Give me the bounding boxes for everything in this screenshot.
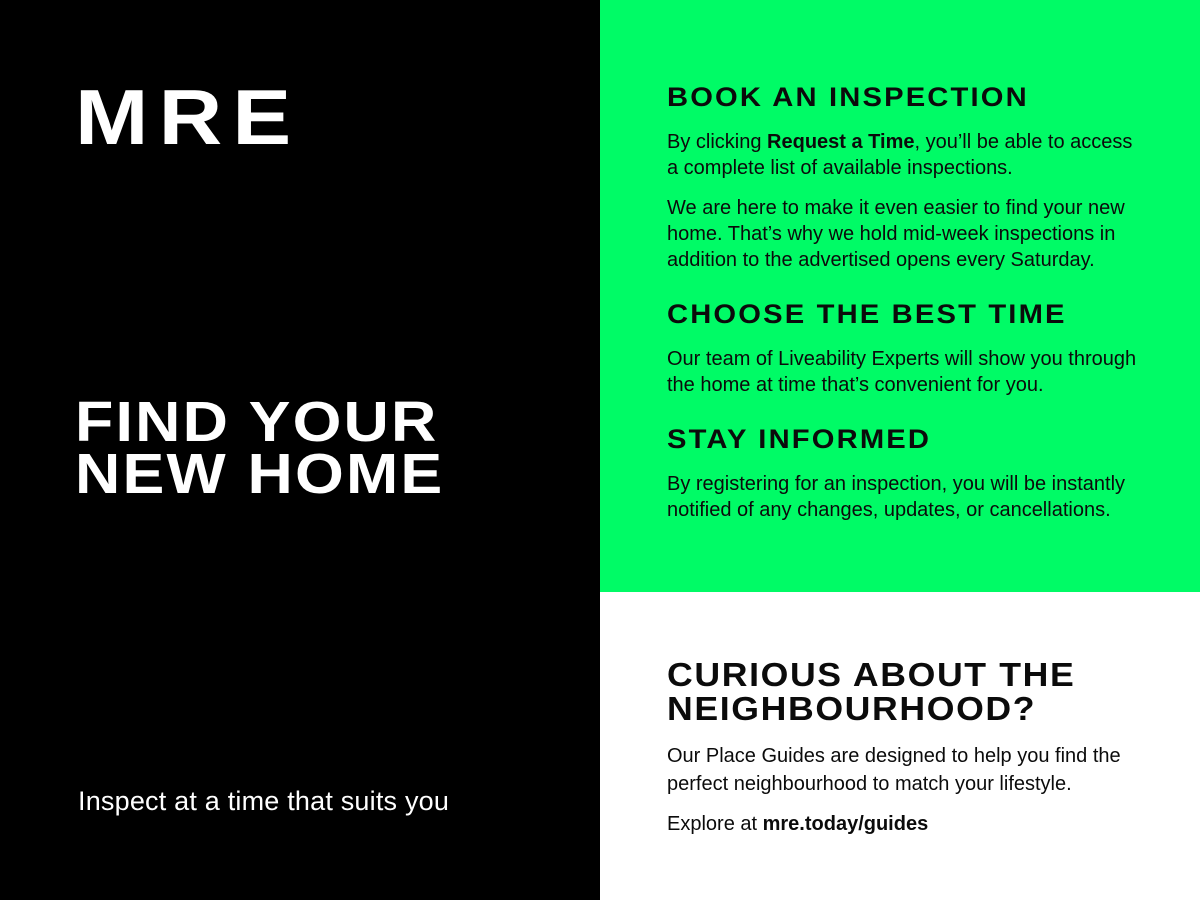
headline-line-2: NEW HOME — [75, 442, 445, 506]
neighbourhood-panel — [600, 592, 1200, 900]
headline-line-1: FIND YOUR — [75, 390, 439, 454]
inspection-info-panel — [600, 0, 1200, 592]
content-column — [600, 0, 1200, 900]
tagline: Inspect at a time that suits you — [78, 786, 450, 816]
request-a-time-emphasis: Request a Time — [767, 131, 915, 153]
section-heading-book-an-inspection: BOOK AN INSPECTION — [667, 82, 1029, 112]
section-paragraph: We are here to make it even easier to find your new home. That’s why we hold mid-week inspections in addition to the advertised opens every Saturday. — [667, 197, 1125, 271]
paragraph-text: By clicking — [667, 131, 768, 153]
section-stay-informed — [667, 424, 1140, 523]
section-paragraph: By registering for an inspection, you will be instantly notified of any changes, updates, or cancellations. — [667, 473, 1126, 521]
paragraph-text: , you’ll be able to access a complete list of available inspections. — [667, 131, 1133, 179]
section-paragraph — [667, 129, 1140, 181]
explore-text: Explore at — [667, 813, 763, 835]
headline — [75, 390, 445, 506]
section-paragraph: Our Place Guides are designed to help you find the perfect neighbourhood to match your lifestyle. — [667, 745, 1121, 795]
section-heading-curious-about-the-neighbourhood: CURIOUS ABOUT THE NEIGHBOURHOOD? — [667, 656, 1076, 727]
section-choose-the-best-time — [667, 299, 1140, 398]
brand-logo: MRE — [75, 73, 302, 161]
section-heading-choose-the-best-time: CHOOSE THE BEST TIME — [667, 299, 1067, 329]
explore-line — [667, 810, 1140, 838]
section-heading-stay-informed: STAY INFORMED — [667, 424, 932, 454]
section-book-an-inspection — [667, 82, 1140, 273]
guides-link[interactable]: mre.today/guides — [762, 813, 929, 835]
section-paragraph: Our team of Liveability Experts will show you through the home at time that’s convenient for you. — [667, 348, 1137, 396]
